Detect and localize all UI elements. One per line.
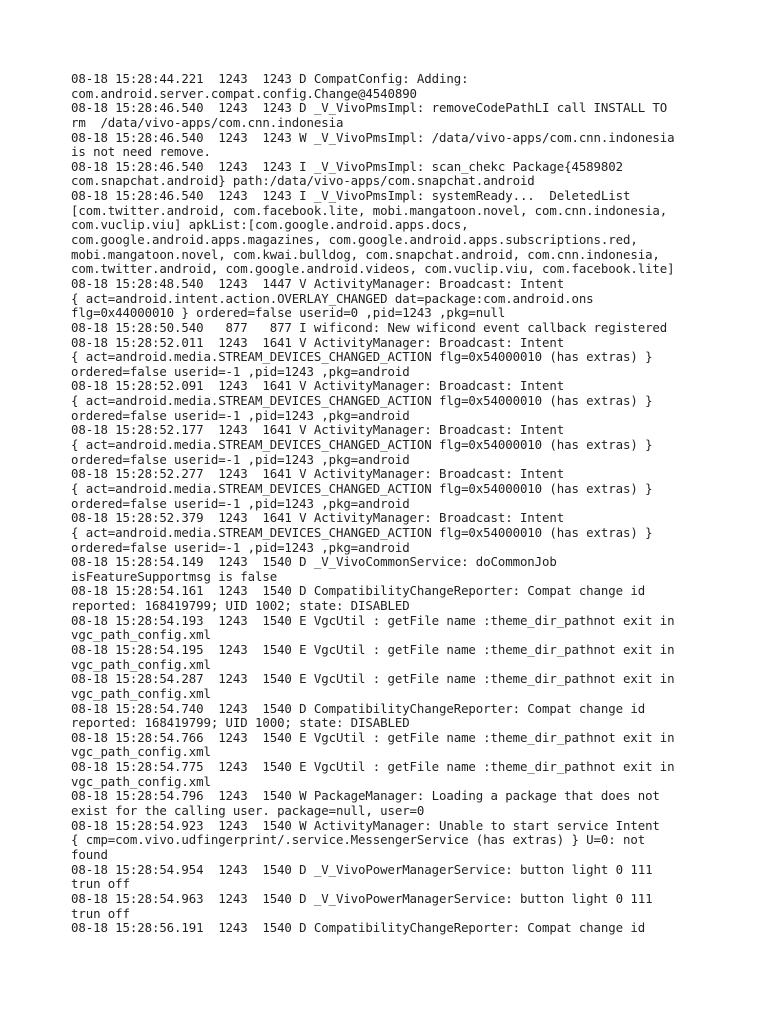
log-line: trun off (71, 876, 130, 892)
log-line: vgc_path_config.xml (71, 685, 211, 701)
log-line: ordered=false userid=-1 ,pid=1243 ,pkg=android (71, 451, 410, 467)
log-line: ordered=false userid=-1 ,pid=1243 ,pkg=android (71, 539, 410, 555)
log-text-block (71, 72, 731, 936)
log-line: rm /data/vivo-apps/com.cnn.indonesia (71, 114, 344, 130)
log-line: 08-18 15:28:54.954 1243 1540 D _V_VivoPowerManagerService: button light 0 111 (71, 861, 653, 877)
log-line: found (71, 846, 108, 862)
log-line: 08-18 15:28:52.277 1243 1641 V ActivityManager: Broadcast: Intent (71, 466, 565, 482)
log-line: vgc_path_config.xml (71, 656, 211, 672)
log-line: 08-18 15:28:54.161 1243 1540 D CompatibilityChangeReporter: Compat change id (71, 583, 646, 599)
log-line: reported: 168419799; UID 1002; state: DISABLED (71, 598, 410, 614)
log-line: 08-18 15:28:54.193 1243 1540 E VgcUtil : getFile name :theme_dir_pathnot exit in (71, 612, 675, 628)
log-line: 08-18 15:28:56.191 1243 1540 D CompatibilityChangeReporter: Compat change id (71, 920, 646, 936)
log-line: com.vuclip.viu] apkList:[com.google.android.apps.docs, (71, 217, 469, 233)
log-line: { cmp=com.vivo.udfingerprint/.service.MessengerService (has extras) } U=0: not (71, 832, 646, 848)
log-line: 08-18 15:28:52.091 1243 1641 V ActivityManager: Broadcast: Intent (71, 378, 565, 394)
log-line: [com.twitter.android, com.facebook.lite, mobi.mangatoon.novel, com.cnn.indonesia, (71, 202, 668, 218)
log-line: 08-18 15:28:52.011 1243 1641 V ActivityManager: Broadcast: Intent (71, 334, 565, 350)
log-line: 08-18 15:28:46.540 1243 1243 W _V_VivoPmsImpl: /data/vivo-apps/com.cnn.indonesia (71, 129, 675, 145)
log-line: 08-18 15:28:46.540 1243 1243 I _V_VivoPmsImpl: systemReady... DeletedList (71, 188, 631, 204)
log-line: 08-18 15:28:52.379 1243 1641 V ActivityManager: Broadcast: Intent (71, 510, 565, 526)
log-line: vgc_path_config.xml (71, 773, 211, 789)
log-line: com.android.server.compat.config.Change@4540890 (71, 85, 417, 101)
log-line: ordered=false userid=-1 ,pid=1243 ,pkg=android (71, 407, 410, 423)
log-line: 08-18 15:28:48.540 1243 1447 V ActivityManager: Broadcast: Intent (71, 275, 565, 291)
log-line: 08-18 15:28:52.177 1243 1641 V ActivityManager: Broadcast: Intent (71, 422, 565, 438)
log-line: vgc_path_config.xml (71, 744, 211, 760)
log-line: 08-18 15:28:50.540 877 877 I wificond: New wificond event callback registered (71, 319, 668, 335)
log-line: mobi.mangatoon.novel, com.kwai.bulldog, com.snapchat.android, com.cnn.indonesia, (71, 246, 660, 262)
log-line: { act=android.media.STREAM_DEVICES_CHANGED_ACTION flg=0x54000010 (has extras) } (71, 437, 653, 453)
log-line: ordered=false userid=-1 ,pid=1243 ,pkg=android (71, 363, 410, 379)
log-line: { act=android.intent.action.OVERLAY_CHANGED dat=package:com.android.ons (71, 290, 594, 306)
log-line: 08-18 15:28:54.775 1243 1540 E VgcUtil : getFile name :theme_dir_pathnot exit in (71, 759, 675, 775)
log-line: 08-18 15:28:44.221 1243 1243 D CompatConfig: Adding: (71, 71, 469, 86)
log-line: { act=android.media.STREAM_DEVICES_CHANGED_ACTION flg=0x54000010 (has extras) } (71, 480, 653, 496)
log-line: 08-18 15:28:54.796 1243 1540 W PackageManager: Loading a package that does not (71, 788, 660, 804)
log-line: trun off (71, 905, 130, 921)
log-line: { act=android.media.STREAM_DEVICES_CHANGED_ACTION flg=0x54000010 (has extras) } (71, 524, 653, 540)
log-line: 08-18 15:28:54.195 1243 1540 E VgcUtil : getFile name :theme_dir_pathnot exit in (71, 641, 675, 657)
log-line: com.google.android.apps.magazines, com.google.android.apps.subscriptions.red, (71, 232, 638, 248)
log-line: com.twitter.android, com.google.android.videos, com.vuclip.viu, com.facebook.lite] (71, 261, 675, 277)
log-line: exist for the calling user. package=null, user=0 (71, 803, 425, 819)
log-line: com.snapchat.android} path:/data/vivo-apps/com.snapchat.android (71, 173, 535, 189)
log-line: flg=0x44000010 } ordered=false userid=0 ,pid=1243 ,pkg=null (71, 305, 506, 321)
log-line: vgc_path_config.xml (71, 627, 211, 643)
log-line: 08-18 15:28:46.540 1243 1243 D _V_VivoPmsImpl: removeCodePathLI call INSTALL TO (71, 100, 668, 116)
log-line: 08-18 15:28:54.923 1243 1540 W ActivityManager: Unable to start service Intent (71, 817, 660, 833)
log-line: 08-18 15:28:54.287 1243 1540 E VgcUtil : getFile name :theme_dir_pathnot exit in (71, 671, 675, 687)
log-line: 08-18 15:28:54.963 1243 1540 D _V_VivoPowerManagerService: button light 0 111 (71, 890, 653, 906)
log-line: 08-18 15:28:54.740 1243 1540 D CompatibilityChangeReporter: Compat change id (71, 700, 646, 716)
log-line: 08-18 15:28:54.766 1243 1540 E VgcUtil : getFile name :theme_dir_pathnot exit in (71, 729, 675, 745)
log-line: is not need remove. (71, 144, 211, 160)
log-line: isFeatureSupportmsg is false (71, 568, 278, 584)
log-line: ordered=false userid=-1 ,pid=1243 ,pkg=android (71, 495, 410, 511)
log-line: 08-18 15:28:46.540 1243 1243 I _V_VivoPmsImpl: scan_chekc Package{4589802 (71, 158, 623, 174)
log-line: { act=android.media.STREAM_DEVICES_CHANGED_ACTION flg=0x54000010 (has extras) } (71, 393, 653, 409)
log-line: { act=android.media.STREAM_DEVICES_CHANGED_ACTION flg=0x54000010 (has extras) } (71, 349, 653, 365)
log-line: reported: 168419799; UID 1000; state: DISABLED (71, 715, 410, 731)
log-line: 08-18 15:28:54.149 1243 1540 D _V_VivoCommonService: doCommonJob (71, 554, 557, 570)
